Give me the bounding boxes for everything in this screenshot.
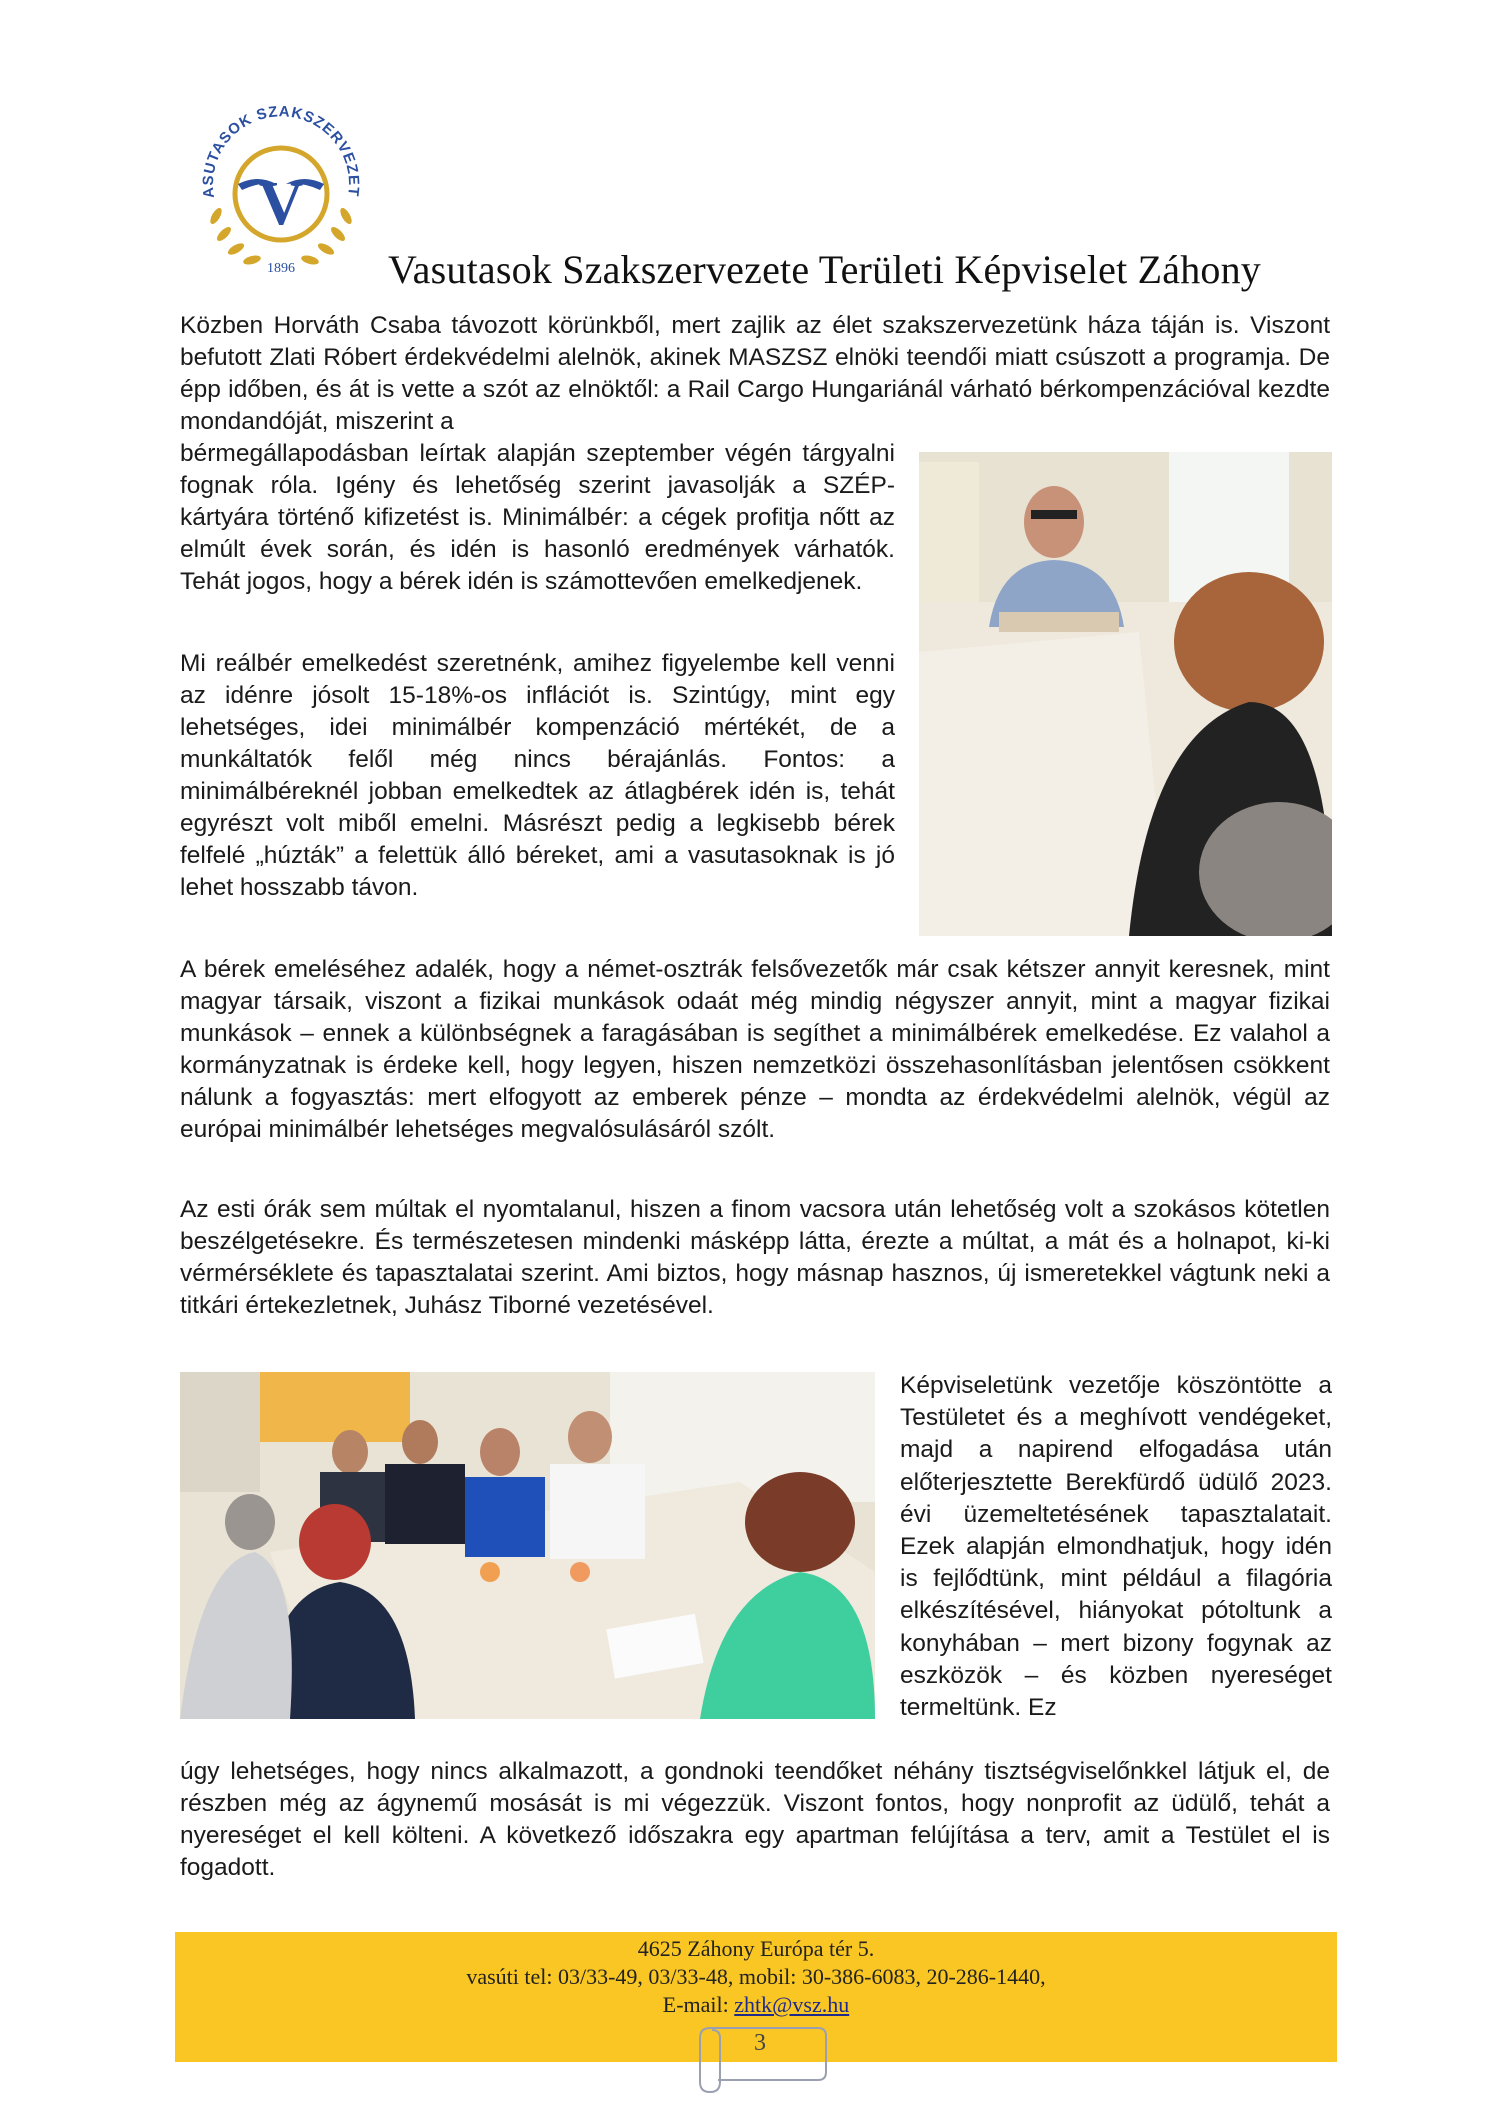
paragraph-1-full-width: Közben Horváth Csaba távozott körünkből, mert zajlik az élet szakszervezetünk háza táján is. Viszont befutott Zlati Róbert érdekvédelmi alelnök, akinek MASZSZ elnöki teendői miatt csúszott a programja. De épp időben, és át is vette a szót az elnöktől: a Rail Cargo Hungariánál várható bérkompenzációval kezdte mondandóját, miszerint a [180, 312, 1330, 435]
footer-phones: vasúti tel: 03/33-49, 03/33-48, mobil: 30-386-6083, 20-286-1440, [466, 1964, 1046, 1989]
article-paragraph-5-side: Képviseletünk vezetője köszöntötte a Testületet és a meghívott vendégeket, majd a napirend elfogadása után előterjesztette Berekfürdő üdülő 2023. évi üzemeltetésének tapasztalatait. Ezek alapján elmondhatjuk, hogy idén is fejlődtünk, mint például a filagória elkészítésével, hiányokat pótoltunk a konyhában – mert bizony fogynak az eszközök – és közben nyereséget termeltünk. Ez [900, 1372, 1332, 1722]
article-paragraph-5-bottom: úgy lehetséges, hogy nincs alkalmazott, a gondnoki teendőket néhány tisztségviselőnkkel látjuk el, de részben még az ágynemű mosását is mi végezzük. Viszont fontos, hogy nonprofit az üdülő, tehát a nyereséget el kell költeni. A következő időszakra egy apartman felújítása a terv, amit a Testület el is fogadott. [180, 1758, 1330, 1881]
paragraph-1-narrow: bérmegállapodásban leírtak alapján szeptember végén tárgyalni fognak róla. Igény és lehetőség szerint javasolják a SZÉP-kártyára történő kifizetést is. Minimálbér: a cégek profitja nőtt az elmúlt évek során, és idén is hasonló eredmények várhatók. Tehát jogos, hogy a bérek idén is számottevően emelkedjenek. [180, 440, 895, 595]
photo-group-meeting [180, 1372, 875, 1719]
article-paragraph-4: Az esti órák sem múltak el nyomtalanul, hiszen a finom vacsora után lehetőség volt a szokásos kötetlen beszélgetésekre. És természetesen mindenki másképp látta, érezte a múltat, a mát és a holnapot, ki-ki vérmérséklete és tapasztalatai szerint. Ami biztos, hogy másnap hasznos, új ismeretekkel vágtunk neki a titkári értekezletnek, Juhász Tiborné vezetésével. [180, 1196, 1330, 1319]
footer-email-line [175, 1992, 1337, 2018]
logo-letter: V [258, 170, 304, 238]
logo-ring-text: ASUTASOK SZAKSZERVEZET [199, 103, 363, 199]
page-number: 3 [754, 2030, 766, 2056]
page-title: Vasutasok Szakszervezete Területi Képviselet Záhony [388, 247, 1262, 292]
footer-email-link[interactable]: zhtk@vsz.hu [734, 1992, 850, 2017]
footer-address: 4625 Záhony Európa tér 5. [637, 1936, 875, 1961]
article-paragraph-2: Mi reálbér emelkedést szeretnénk, amihez figyelembe kell venni az idénre jósolt 15-18%-os inflációt is. Szintúgy, mint egy lehetséges, idei minimálbér kompenzáció mértékét, de a munkáltatók felől még nincs bérajánlás. Fontos: a minimálbéreknél jobban emelkedtek az átlagbérek idén is, tehát egyrészt volt miből emelni. Másrészt pedig a legkisebb bérek felfelé „húzták” a felettük álló béreket, ami a vasutasoknak is jó lehet hosszabb távon. [180, 650, 895, 901]
article-paragraph-3: A bérek emeléséhez adalék, hogy a német-osztrák felsővezetők már csak kétszer annyit keresnek, mint magyar társaik, viszont a fizikai munkások odaát még mindig négyszer annyit, mint a magyar fizikai munkások – ennek a különbségnek a faragásában is segíthet a minimálbérek emelkedése. Ez valahol a kormányzatnak is érdeke kell, hogy legyen, hiszen nemzetközi összehasonlításban jelentősen csökkent nálunk a fogyasztás: mert elfogyott az emberek pénze – mondta az érdekvédelmi alelnök, végül az európai minimálbér lehetséges megvalósulásáról szólt. [180, 956, 1330, 1143]
footer-email-label: E-mail: [662, 1992, 735, 2017]
union-logo [186, 96, 376, 286]
photo-speaker-at-table [919, 452, 1332, 936]
logo-year: 1896 [267, 261, 295, 276]
